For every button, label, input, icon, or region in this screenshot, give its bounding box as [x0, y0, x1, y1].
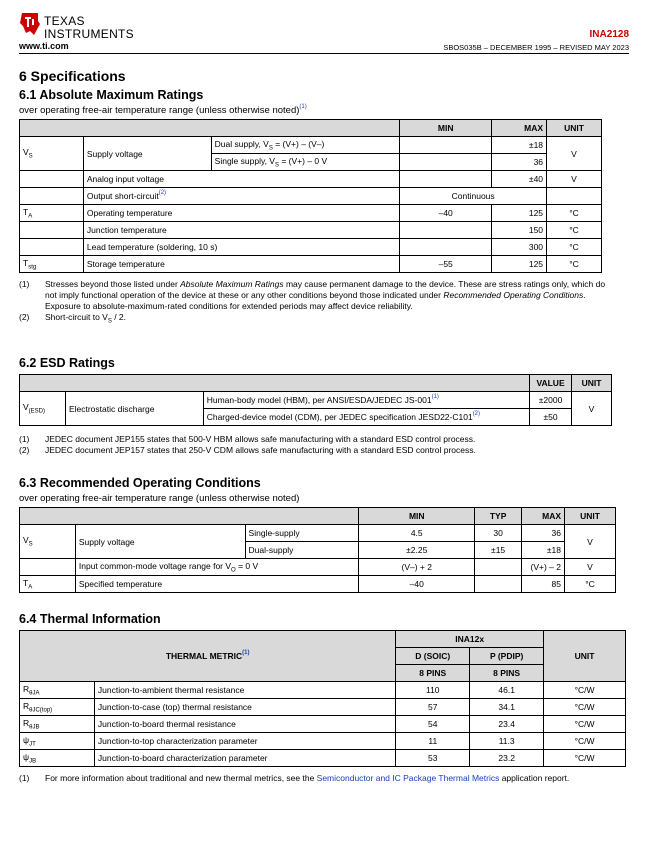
param-cell: Analog input voltage	[83, 171, 399, 188]
symbol-sub: θJC(top)	[29, 707, 53, 714]
fn-part: / 2.	[111, 312, 127, 322]
min-cell	[400, 239, 492, 256]
header-blank	[20, 375, 530, 392]
symbol-cell	[20, 559, 76, 576]
min-cell: –40	[400, 205, 492, 222]
param-cell: Junction-to-case (top) thermal resistance	[94, 699, 395, 716]
cond-cell: Single-supply	[245, 525, 359, 542]
table-row	[20, 699, 626, 716]
d-cell: 110	[396, 682, 470, 699]
table-header-row	[20, 120, 602, 137]
cond-text-tail: = (V+) – 0 V	[279, 155, 328, 166]
param-cell: Junction-to-ambient thermal resistance	[94, 682, 395, 699]
symbol: R	[23, 700, 30, 711]
header-max: MAX	[522, 508, 565, 525]
fn-italic: Absolute Maximum Ratings	[180, 279, 284, 289]
table-header-row	[20, 631, 626, 648]
header-blank	[20, 120, 400, 137]
cond-text: Single supply, V	[214, 155, 275, 166]
fn-part: application report.	[499, 773, 570, 783]
param-cell: Junction temperature	[83, 222, 399, 239]
footnote-ref[interactable]: (1)	[431, 394, 439, 400]
symbol-cell	[20, 205, 84, 222]
min-cell	[400, 222, 492, 239]
unit-cell	[547, 188, 602, 205]
section-title-thermal: 6.4 Thermal Information	[19, 612, 161, 626]
symbol-sub: JT	[29, 741, 36, 748]
footnote-ref[interactable]: (2)	[472, 411, 481, 417]
d-cell: 53	[396, 750, 470, 767]
header-value: VALUE	[530, 375, 572, 392]
param-text: Output short-circuit	[86, 191, 159, 201]
symbol-cell	[20, 222, 84, 239]
symbol: ψ	[23, 751, 30, 762]
d-cell: 11	[396, 733, 470, 750]
symbol-cell	[20, 750, 95, 767]
param-cell: Lead temperature (soldering, 10 s)	[83, 239, 399, 256]
thermal-metrics-link[interactable]: Semiconductor and IC Package Thermal Metrics	[316, 773, 500, 783]
unit-cell: °C	[547, 205, 602, 222]
brand-line1: TEXAS	[44, 14, 85, 28]
header-metric-text: THERMAL METRIC	[165, 651, 243, 661]
table-row	[20, 239, 602, 256]
page-header	[19, 10, 629, 54]
footnote-key: (1)	[19, 279, 30, 289]
header-max: MAX	[492, 120, 547, 137]
table-row	[20, 205, 602, 222]
param-cell: Junction-to-board thermal resistance	[94, 716, 395, 733]
p-cell: 23.4	[470, 716, 544, 733]
table-row	[20, 256, 602, 273]
symbol-sub: (ESD)	[28, 408, 46, 415]
table-row	[20, 137, 602, 154]
param-cell: Specified temperature	[75, 576, 358, 593]
symbol-sub: S	[28, 153, 33, 160]
cond-text-tail: = (V+) – (V–)	[272, 138, 325, 149]
table-row	[20, 392, 612, 409]
table-row	[20, 188, 602, 205]
footnote-key: (2)	[19, 445, 30, 455]
symbol-sub: A	[28, 213, 33, 220]
esd-footnotes	[19, 434, 619, 456]
section-title-roc: 6.3 Recommended Operating Conditions	[19, 476, 261, 490]
roc-conditions: over operating free-air temperature range (unless otherwise noted)	[19, 493, 300, 504]
cond-cell: Dual supply, $V_S = (V+) - (V-)$	[211, 137, 400, 154]
param-cell: Electrostatic discharge	[65, 392, 203, 426]
unit-cell: °C/W	[544, 699, 626, 716]
fn-sub: S	[107, 318, 112, 325]
symbol-cell	[20, 525, 76, 559]
min-cell: ±2.25	[359, 542, 475, 559]
table-row	[20, 222, 602, 239]
header-unit: UNIT	[565, 508, 616, 525]
table-row	[20, 576, 616, 593]
header-divider	[19, 53, 629, 54]
header-min: MIN	[400, 120, 492, 137]
header-min: MIN	[359, 508, 475, 525]
p-cell: 23.2	[470, 750, 544, 767]
symbol-cell	[20, 392, 66, 426]
max-cell: ±18	[492, 137, 547, 154]
symbol: T	[23, 257, 29, 268]
symbol-sub: S	[28, 541, 33, 548]
table-row	[20, 682, 626, 699]
unit-cell: °C/W	[544, 750, 626, 767]
header-typ: TYP	[475, 508, 522, 525]
footnote	[19, 773, 619, 784]
thermal-table	[19, 630, 626, 767]
table-row	[20, 750, 626, 767]
symbol: V	[23, 535, 29, 546]
unit-cell: V	[565, 525, 616, 559]
footnote-text	[45, 312, 126, 328]
header-pins-p: 8 PINS	[470, 665, 544, 682]
amr-conditions	[19, 105, 307, 116]
param-cell: Supply voltage	[83, 137, 211, 171]
param-cell	[75, 559, 358, 576]
footnote-ref[interactable]: (1)	[242, 650, 250, 656]
param-text: Input common-mode voltage range for V	[78, 560, 232, 571]
typ-cell: 30	[475, 525, 522, 542]
min-cell: 4.5	[359, 525, 475, 542]
value-cell: ±50	[530, 409, 572, 426]
header-pkg-p: P (PDIP)	[470, 648, 544, 665]
p-cell: 34.1	[470, 699, 544, 716]
typ-cell	[475, 576, 522, 593]
table-header-row	[20, 375, 612, 392]
min-cell	[400, 137, 492, 154]
d-cell: 54	[396, 716, 470, 733]
symbol: V	[23, 147, 29, 158]
header-unit: UNIT	[544, 631, 626, 682]
document-number: SBOS035B – DECEMBER 1995 – REVISED MAY 2023	[443, 43, 629, 52]
header-pins-d: 8 PINS	[396, 665, 470, 682]
cond-cell: Single supply, $V_S = (V+) - 0$ V	[211, 154, 400, 171]
min-cell	[400, 154, 492, 171]
footnote-text: JEDEC document JEP155 states that 500-V HBM allows safe manufacturing with a standard ESD control process.	[45, 434, 476, 444]
unit-cell: °C	[547, 239, 602, 256]
unit-cell: V	[572, 392, 612, 426]
footnote-text	[45, 279, 619, 312]
min-cell: –40	[359, 576, 475, 593]
unit-cell: °C/W	[544, 733, 626, 750]
fn-part: Short-circuit to V	[45, 312, 108, 322]
cond-cell	[203, 392, 529, 409]
symbol-cell	[20, 716, 95, 733]
table-row	[20, 716, 626, 733]
ti-logo-icon	[19, 12, 41, 36]
param-cell: Supply voltage	[75, 525, 245, 559]
value-cell: ±2000	[530, 392, 572, 409]
p-cell: 46.1	[470, 682, 544, 699]
max-cell: ±18	[522, 542, 565, 559]
unit-cell: °C/W	[544, 716, 626, 733]
symbol-cell	[20, 188, 84, 205]
header-unit: UNIT	[547, 120, 602, 137]
min-cell	[400, 171, 492, 188]
section-title-amr: 6.1 Absolute Maximum Ratings	[19, 88, 204, 102]
unit-cell: °C	[565, 576, 616, 593]
roc-table	[19, 507, 616, 593]
value-cell: Continuous	[400, 188, 547, 205]
symbol-cell	[20, 733, 95, 750]
unit-cell: °C/W	[544, 682, 626, 699]
fn-part: . Exposure to absolute-maximum-rated conditions for extended periods may affect device reliability.	[45, 290, 586, 311]
table-row	[20, 559, 616, 576]
footnote-ref[interactable]: (2)	[158, 190, 167, 196]
unit-cell: V	[547, 137, 602, 171]
param-sub: O	[231, 567, 236, 574]
cond-cell	[203, 409, 529, 426]
unit-cell: °C	[547, 222, 602, 239]
max-cell: 125	[492, 205, 547, 222]
section-title-esd: 6.2 ESD Ratings	[19, 356, 115, 370]
max-cell: 36	[492, 154, 547, 171]
param-cell: Junction-to-top characterization parameter	[94, 733, 395, 750]
section-title-specifications: 6 Specifications	[19, 68, 126, 84]
param-cell: Junction-to-board characterization parameter	[94, 750, 395, 767]
min-cell: (V–) + 2	[359, 559, 475, 576]
footnote-key: (1)	[19, 434, 30, 444]
footnote-text: JEDEC document JEP157 states that 250-V CDM allows safe manufacturing with a standard ESD control process.	[45, 445, 476, 455]
unit-cell: V	[565, 559, 616, 576]
footnote	[19, 279, 619, 312]
symbol-sub: θJA	[29, 690, 40, 697]
table-row	[20, 733, 626, 750]
cond-text: Charged-device model (CDM), per JEDEC specification JESD22-C101	[206, 412, 473, 422]
symbol-cell	[20, 239, 84, 256]
d-cell: 57	[396, 699, 470, 716]
symbol-cell	[20, 137, 84, 171]
unit-cell: V	[547, 171, 602, 188]
footnote-key: (2)	[19, 312, 30, 322]
symbol-cell	[20, 576, 76, 593]
symbol-sub: A	[28, 584, 33, 591]
symbol: V	[23, 402, 29, 413]
symbol-sub: stg	[28, 264, 37, 271]
symbol-cell	[20, 256, 84, 273]
symbol: T	[23, 206, 29, 217]
table-header-row	[20, 508, 616, 525]
footnote	[19, 434, 619, 445]
max-cell: 85	[522, 576, 565, 593]
symbol: T	[23, 577, 29, 588]
header-blank	[20, 508, 359, 525]
param-text-tail: = 0 V	[235, 560, 259, 571]
cond-text: Dual supply, V	[214, 138, 269, 149]
table-row	[20, 171, 602, 188]
param-cell: Operating temperature	[83, 205, 399, 222]
amr-table	[19, 119, 602, 273]
fn-part: For more information about traditional and new thermal metrics, see the	[45, 773, 317, 783]
part-number-link[interactable]: INA2128	[589, 29, 629, 40]
table-row	[20, 525, 616, 542]
typ-cell: ±15	[475, 542, 522, 559]
typ-cell	[475, 559, 522, 576]
fn-part: may cause permanent damage to the device. These are stress ratings only, which do not imply functional operation of the device at these or any other conditions beyond those indicated under	[45, 279, 606, 300]
footnote	[19, 445, 619, 456]
cond-text: Human-body model (HBM), per ANSI/ESDA/JEDEC JS-001	[206, 395, 432, 405]
max-cell: (V+) – 2	[522, 559, 565, 576]
header-pkg-d: D (SOIC)	[396, 648, 470, 665]
footnote-key: (1)	[19, 773, 30, 783]
symbol-cell	[20, 171, 84, 188]
fn-italic: Recommended Operating Conditions	[443, 290, 584, 300]
amr-cond-text: over operating free-air temperature range (unless otherwise noted)	[19, 105, 300, 116]
footnote-ref[interactable]: (1)	[299, 104, 307, 110]
header-device: INA12x	[396, 631, 544, 648]
symbol-cell	[20, 682, 95, 699]
header-metric	[20, 631, 396, 682]
p-cell: 11.3	[470, 733, 544, 750]
symbol: R	[23, 717, 30, 728]
thermal-footnotes	[19, 773, 619, 784]
symbol-sub: θJB	[29, 724, 40, 731]
unit-cell: °C	[547, 256, 602, 273]
max-cell: 150	[492, 222, 547, 239]
max-cell: 300	[492, 239, 547, 256]
symbol-sub: JB	[29, 758, 37, 765]
amr-footnotes	[19, 279, 619, 328]
symbol: R	[23, 683, 30, 694]
max-cell: 36	[522, 525, 565, 542]
min-cell: –55	[400, 256, 492, 273]
site-url-link[interactable]: www.ti.com	[19, 41, 69, 51]
footnote-text	[45, 773, 569, 784]
cond-cell: Dual-supply	[245, 542, 359, 559]
max-cell: ±40	[492, 171, 547, 188]
max-cell: 125	[492, 256, 547, 273]
param-cell	[83, 188, 399, 205]
fn-part: Stresses beyond those listed under	[45, 279, 181, 289]
symbol-cell	[20, 699, 95, 716]
header-unit: UNIT	[572, 375, 612, 392]
param-cell: Storage temperature	[83, 256, 399, 273]
brand-line2: INSTRUMENTS	[44, 27, 134, 41]
esd-table	[19, 374, 612, 426]
footnote	[19, 312, 619, 328]
symbol: ψ	[23, 734, 30, 745]
